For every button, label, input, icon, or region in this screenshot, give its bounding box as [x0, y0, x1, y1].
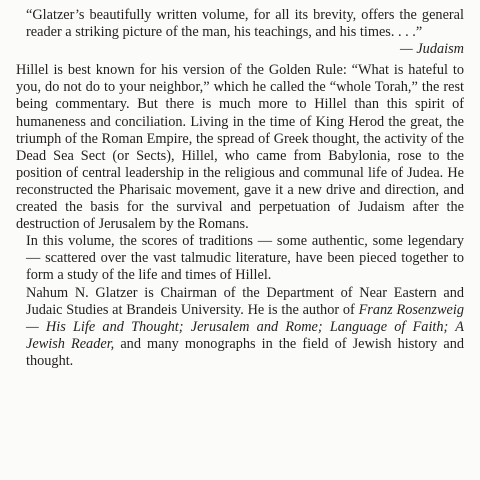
author-outro: and many monographs in the field of Jewish history and thought. — [26, 335, 464, 369]
review-attribution: — Judaism — [400, 41, 464, 58]
paragraph-volume: In this volume, the scores of traditions — some authentic, some legendary — scattered over the vast talmudic literature, have been pieced together to form a study of the life and times of Hillel. — [26, 233, 464, 284]
review-quote-text: “Glatzer’s beautifully written volume, for all its brevity, offers the general reader a striking picture of the man, his teachings, and his times. . . .” — [26, 7, 464, 41]
paragraph-author — [26, 285, 464, 370]
review-quote — [26, 7, 464, 58]
author-intro: Nahum N. Glatzer is Chairman of the Department of Near Eastern and Judaic Studies at Brandeis University. He is the author of — [26, 284, 464, 318]
author-works: Franz Rosenzweig — His Life and Thought; Jerusalem and Rome; Language of Faith; A Jewish Reader, — [26, 301, 464, 352]
paragraph-hillel: Hillel is best known for his version of the Golden Rule: “What is hateful to you, do not do to your neighbor,” which he called the “whole Torah,” the rest being commentary. But there is much more to Hillel than this spirit of humaneness and conciliation. Living in the time of King Herod the great, the triumph of the Roman Empire, the spread of Greek thought, the activity of the Dead Sea Sect (or Sects), Hillel, who came from Babylonia, rose to the position of central leadership in the religious and communal life of Judea. He reconstructed the Pharisaic movement, gave it a new drive and direction, and created the basis for the survival and perpetuation of Judaism after the destruction of Jerusalem by the Romans. — [16, 62, 464, 233]
